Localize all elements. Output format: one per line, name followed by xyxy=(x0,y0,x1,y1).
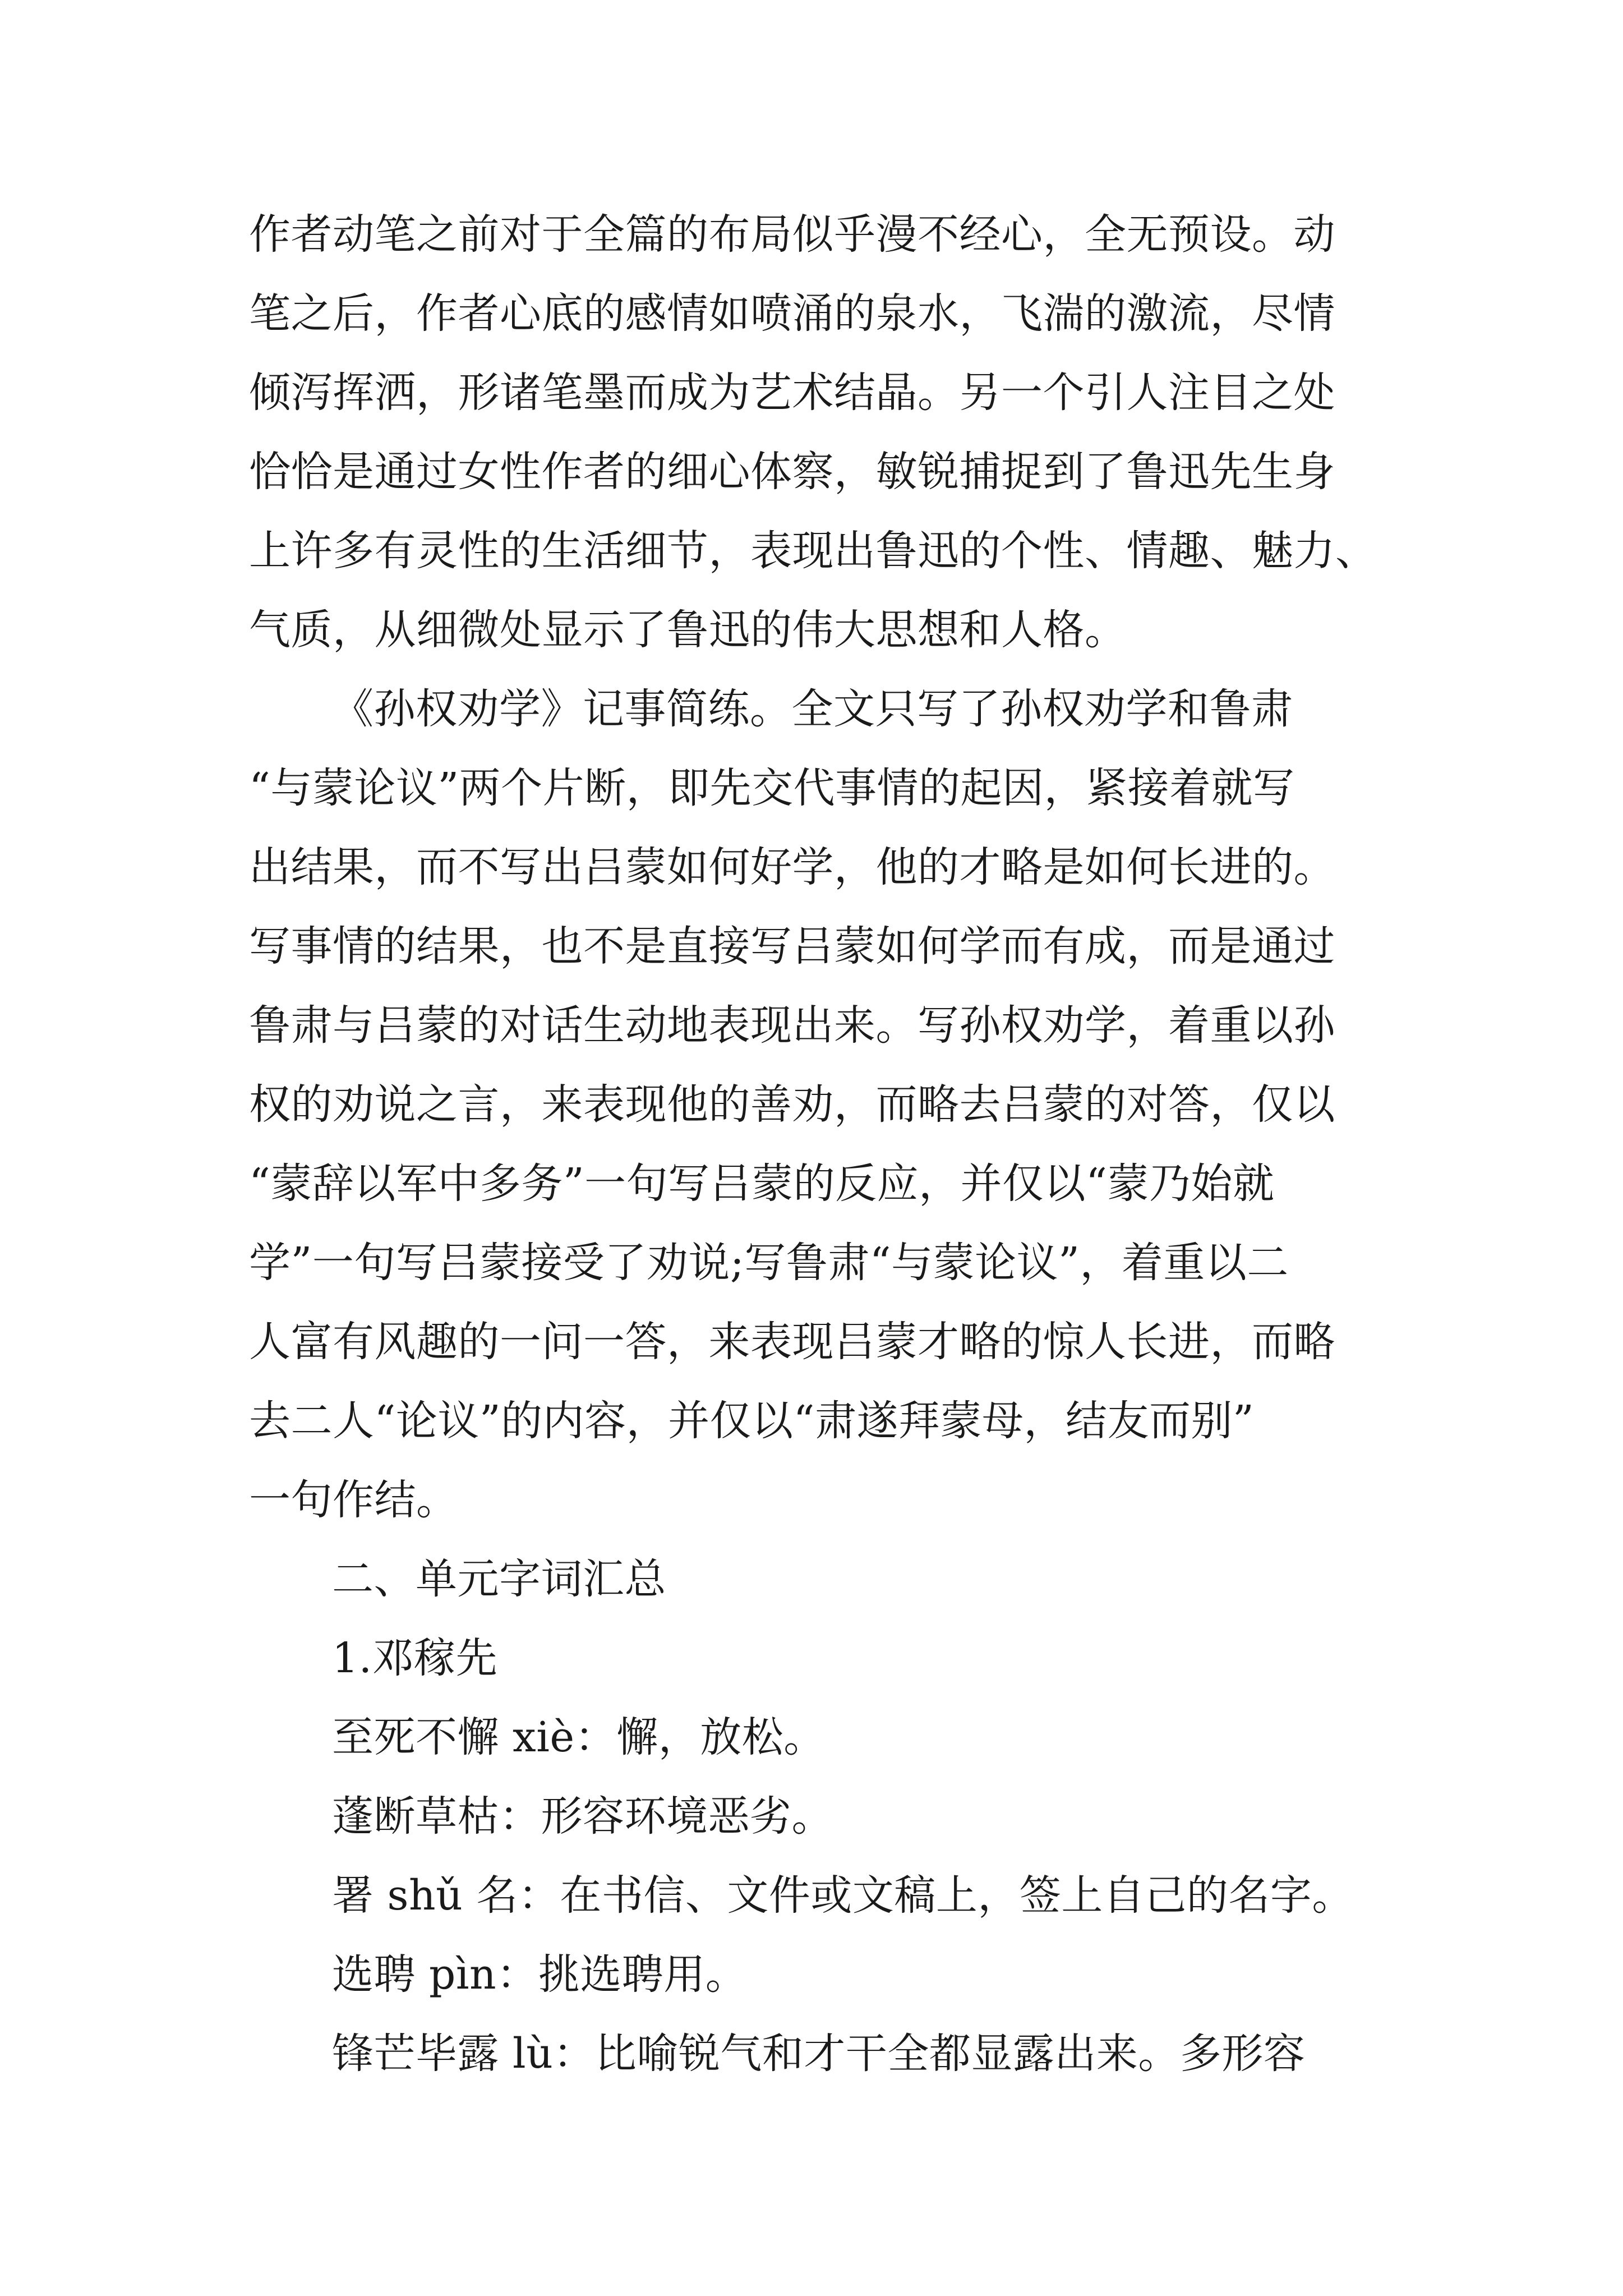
vocab-entry: 锋芒毕露 lù：比喻锐气和才干全都显露出来。多形容 xyxy=(332,2030,1306,2078)
text-line: 恰恰是通过女性作者的细心体察，敏锐捕捉到了鲁迅先生身 xyxy=(249,448,1335,496)
vocab-entry: 至死不懈 xiè：懈，放松。 xyxy=(332,1713,826,1761)
text-line: 权的劝说之言，来表现他的善劝，而略去吕蒙的对答，仅以 xyxy=(249,1080,1335,1129)
document-page xyxy=(249,195,1393,2093)
vocab-entry: 选聘 pìn：挑选聘用。 xyxy=(332,1950,748,1999)
text-line: 人富有风趣的一问一答，来表现吕蒙才略的惊人长进，而略 xyxy=(249,1318,1335,1366)
text-line: 作者动笔之前对于全篇的布局似乎漫不经心，全无预设。动 xyxy=(249,210,1335,259)
text-line: 笔之后，作者心底的感情如喷涌的泉水，飞湍的激流，尽情 xyxy=(249,289,1335,338)
text-line: “与蒙论议”两个片断，即先交代事情的起因，紧接着就写 xyxy=(249,764,1295,812)
text-line: 去二人“论议”的内容，并仅以“肃遂拜蒙母，结友而别” xyxy=(249,1397,1255,1445)
text-line: 鲁肃与吕蒙的对话生动地表现出来。写孙权劝学，着重以孙 xyxy=(249,1001,1335,1050)
text-line: 倾泻挥洒，形诸笔墨而成为艺术结晶。另一个引人注目之处 xyxy=(249,369,1335,417)
text-line: 学”一句写吕蒙接受了劝说;写鲁肃“与蒙论议”，着重以二 xyxy=(249,1239,1289,1287)
vocab-entry: 署 shǔ 名：在书信、文件或文稿上，签上自己的名字。 xyxy=(332,1871,1354,1920)
vocab-entry: 蓬断草枯：形容环境恶劣。 xyxy=(332,1792,833,1841)
subsection-heading: 1.邓稼先 xyxy=(332,1634,498,1682)
text-line: 气质，从细微处显示了鲁迅的伟大思想和人格。 xyxy=(249,606,1127,654)
text-line: 一句作结。 xyxy=(249,1476,458,1524)
text-line: “蒙辞以军中多务”一句写吕蒙的反应，并仅以“蒙乃始就 xyxy=(249,1159,1275,1208)
text-line: 出结果，而不写出吕蒙如何好学，他的才略是如何长进的。 xyxy=(249,843,1335,891)
section-heading: 二、单元字词汇总 xyxy=(332,1555,666,1603)
text-line: 写事情的结果，也不是直接写吕蒙如何学而有成，而是通过 xyxy=(249,922,1335,970)
text-line: 上许多有灵性的生活细节，表现出鲁迅的个性、情趣、魅力、 xyxy=(249,527,1377,575)
text-line: 《孙权劝学》记事简练。全文只写了孙权劝学和鲁肃 xyxy=(332,685,1293,733)
